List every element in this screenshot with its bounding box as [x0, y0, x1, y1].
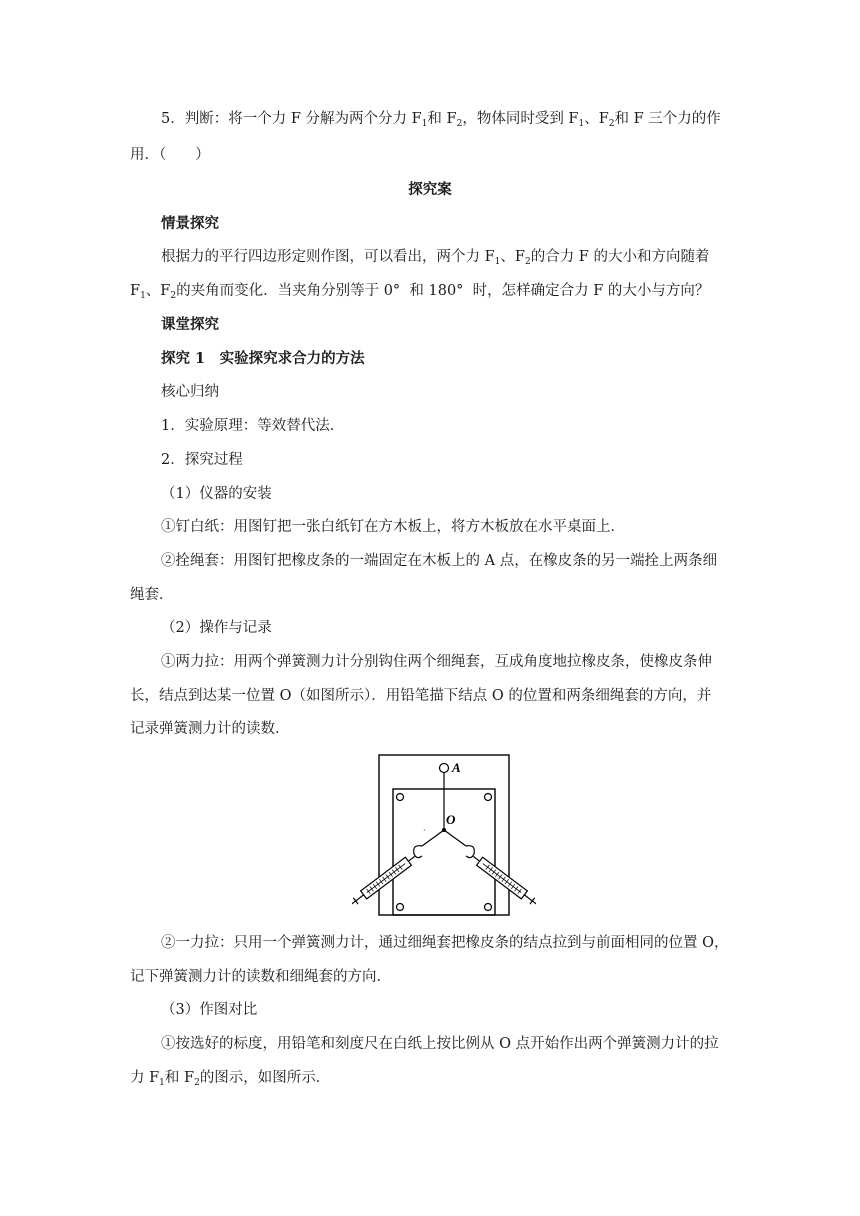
process: 2．探究过程 — [161, 452, 243, 468]
right-string — [444, 830, 466, 846]
thumbtack-icon — [397, 794, 404, 801]
compare-heading: （3）作图对比 — [161, 1002, 258, 1018]
scene-text-line2: $F_1$、$F_2$的夹角而变化．当夹角分别等于 0° 和 180° 时，怎样确定合力 F 的大小与方向？ — [130, 283, 710, 301]
section-title: 探究案 — [408, 181, 452, 198]
thumbtack-icon — [485, 794, 492, 801]
svg-text:·: · — [423, 826, 426, 835]
compare-step-1-line1: ①按选好的标度，用铅笔和刻度尺在白纸上按比例从 O 点开始作出两个弹簧测力计的拉 — [161, 1036, 719, 1052]
question-5-line1: 5．判断：将一个力 F 分解为两个分力 $F_1$和 $F_2$，物体同时受到 $F_1$、$F_2$和 F 三个力的作 — [161, 111, 721, 129]
operate-heading: （2）操作与记录 — [161, 620, 272, 636]
point-a-icon — [440, 764, 449, 773]
install-step-2-line1: ②拴绳套：用图钉把橡皮条的一端固定在木板上的 A 点，在橡皮条的另一端拴上两条细 — [161, 553, 718, 569]
label-a: A — [452, 760, 461, 775]
thumbtack-icon — [397, 904, 404, 911]
install-step-2-line2: 绳套． — [130, 587, 174, 603]
operate-step-1-line3: 记录弹簧测力计的读数． — [130, 721, 290, 737]
core-summary: 核心归纳 — [161, 384, 219, 400]
right-spring-scale — [470, 852, 536, 909]
right-loop-icon — [466, 846, 474, 858]
principle: 1．实验原理：等效替代法． — [161, 418, 345, 434]
question-5-line2: 用．（ ） — [130, 147, 210, 163]
left-spring-scale — [352, 852, 418, 909]
explore1-heading: 探究 1 实验探究求合力的方法 — [161, 350, 365, 367]
install-step-1: ①钉白纸：用图钉把一张白纸钉在方木板上，将方木板放在水平桌面上． — [161, 519, 625, 535]
operate-step-2-line2: 记下弹簧测力计的读数和细绳套的方向． — [130, 969, 391, 985]
operate-step-1-line2: 长，结点到达某一位置 O（如图所示）．用铅笔描下结点 O 的位置和两条细绳套的方向，并 — [130, 688, 712, 704]
thumbtack-icon — [485, 904, 492, 911]
label-o: O — [446, 812, 456, 827]
operate-step-2-line1: ②一力拉：只用一个弹簧测力计，通过细绳套把橡皮条的结点拉到与前面相同的位置 O， — [161, 935, 729, 951]
operate-step-1-line1: ①两力拉：用两个弹簧测力计分别钩住两个细绳套，互成角度地拉橡皮条，使橡皮条伸 — [161, 654, 712, 670]
compare-step-1-line2: 力 $F_1$和 $F_2$的图示，如图所示． — [130, 1070, 331, 1088]
experiment-figure — [352, 752, 536, 920]
scene-text-line1: 根据力的平行四边形定则作图，可以看出，两个力 $F_1$、$F_2$的合力 F 的大小和方向随着 — [161, 249, 710, 267]
class-heading: 课堂探究 — [161, 316, 219, 333]
left-loop-icon — [414, 846, 422, 858]
install-heading: （1）仪器的安装 — [161, 486, 272, 502]
scene-heading: 情景探究 — [161, 215, 219, 232]
